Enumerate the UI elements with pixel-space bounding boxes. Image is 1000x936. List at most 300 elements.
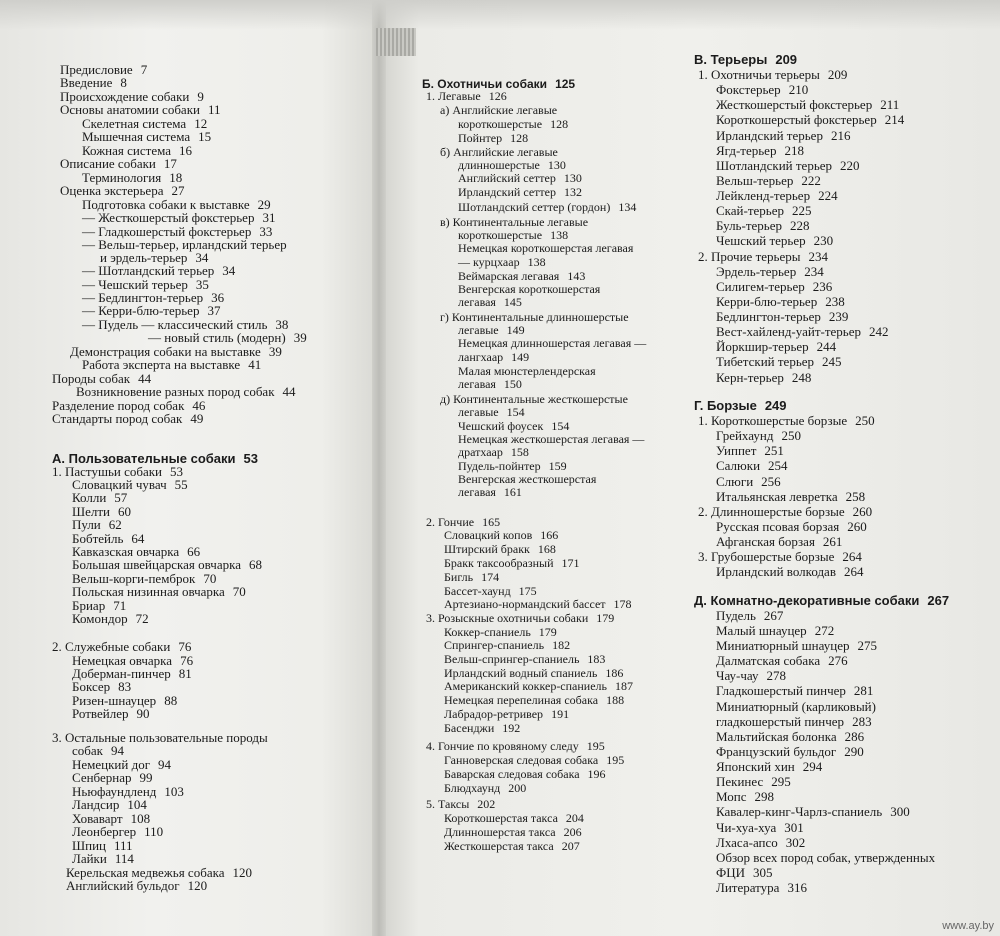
toc-entry-page-number: 34 — [195, 249, 209, 265]
toc-entry-page-number: 191 — [551, 707, 570, 722]
toc-entry-title: 2. Гончие — [426, 514, 475, 529]
toc-entry-title: Происхождение собаки — [60, 88, 190, 104]
toc-entry-title: Породы собак — [52, 370, 131, 386]
toc-entry-title: Вельш-терьер — [716, 172, 794, 188]
toc-entry-title: 2. Прочие терьеры — [698, 248, 801, 264]
toc-entry-page-number: 29 — [257, 196, 271, 212]
toc-entry-title: Боксер — [72, 679, 111, 695]
toc-entry — [716, 233, 833, 249]
toc-entry-title: Ирландский волкодав — [716, 564, 836, 580]
toc-entry — [698, 67, 847, 83]
toc-entry-page-number: 120 — [232, 864, 252, 880]
toc-entry-title: собак — [72, 743, 103, 759]
toc-entry-title: Бракк таксообразный — [444, 555, 554, 570]
toc-entry-title: 3. Грубошерстые борзые — [698, 549, 835, 565]
toc-entry-title: Йоркшир-терьер — [716, 339, 809, 355]
toc-entry-title: ФЦИ — [716, 864, 746, 880]
toc-entry-page-number: 224 — [818, 188, 838, 204]
toc-entry — [716, 158, 860, 174]
toc-entry — [716, 653, 848, 669]
toc-entry-title: — Жесткошерстый фокстерьер — [82, 210, 255, 226]
toc-entry-title: Немецкая короткошерстая легавая — [458, 240, 634, 255]
toc-entry — [716, 474, 781, 490]
toc-entry-page-number: 250 — [781, 428, 801, 444]
toc-entry-page-number: 126 — [488, 89, 507, 104]
toc-entry-page-number: 183 — [587, 652, 606, 667]
toc-entry-page-number: 27 — [171, 183, 185, 199]
toc-entry-title: Г. Борзые — [694, 397, 757, 413]
toc-entry-title: Пудель — [716, 607, 756, 623]
toc-entry-title: — Пудель — классический стиль — [82, 316, 268, 332]
toc-entry-page-number: 154 — [551, 418, 570, 433]
toc-entry-page-number: 267 — [763, 607, 784, 623]
toc-entry-title: Пули — [72, 517, 101, 533]
toc-entry-title: Ландсир — [72, 797, 120, 813]
toc-entry-page-number: 55 — [174, 476, 188, 492]
toc-entry-title: Шпиц — [72, 837, 106, 853]
toc-entry-page-number: 46 — [192, 397, 206, 413]
toc-entry-title: Литература — [716, 880, 780, 895]
toc-entry-title: Бобтейль — [72, 530, 124, 546]
toc-entry-page-number: 305 — [753, 864, 773, 880]
toc-entry-title: Короткошерстая такса — [444, 811, 558, 826]
toc-entry-page-number: 302 — [785, 834, 806, 850]
toc-entry-page-number: 90 — [136, 706, 150, 722]
toc-entry-title: Ньюфаундленд — [72, 783, 157, 799]
toc-entry-title: Лейкленд-терьер — [716, 188, 811, 204]
toc-entry-title: Немецкая длинношерстая легавая — — [458, 335, 647, 350]
toc-entry — [716, 354, 842, 370]
toc-entry-title: Шотландский сеттер (гордон) — [458, 199, 611, 214]
toc-entry-page-number: 76 — [180, 652, 194, 668]
toc-entry-title: Вельш-корги-пемброк — [72, 570, 196, 586]
toc-entry-page-number: 134 — [618, 199, 637, 214]
toc-entry — [444, 720, 520, 736]
toc-entry-title: Далматская собака — [716, 653, 821, 669]
toc-entry-page-number: 149 — [506, 322, 525, 337]
toc-entry-page-number: 103 — [164, 783, 184, 799]
toc-entry-page-number: 238 — [825, 293, 845, 309]
toc-entry-page-number: 18 — [169, 169, 183, 185]
toc-entry-title: — Чешский терьер — [82, 276, 188, 292]
toc-entry — [72, 611, 149, 627]
toc-entry — [716, 880, 807, 896]
toc-entry-page-number: 35 — [195, 276, 209, 292]
toc-entry-title: Д. Комнатно-декоративные собаки — [694, 592, 920, 608]
toc-entry-page-number: 248 — [791, 369, 812, 385]
toc-entry-title: Американский коккер-спаниель — [444, 679, 608, 694]
toc-entry-title: Малый шнауцер — [716, 622, 807, 638]
toc-entry-title: Сенбернар — [72, 770, 132, 786]
toc-entry-title: Жесткошерстый фокстерьер — [716, 97, 873, 113]
toc-entry-page-number: 125 — [555, 77, 576, 91]
toc-entry-title: Возникновение разных пород собак — [76, 384, 275, 400]
toc-entry-title: 2. Служебные собаки — [52, 639, 171, 655]
toc-entry — [716, 82, 808, 98]
toc-entry-title: Разделение пород собак — [52, 397, 185, 413]
toc-entry-title: Венгерская жесткошерстая — [458, 471, 597, 486]
toc-entry-title: Работа эксперта на выставке — [82, 357, 241, 373]
toc-entry-title: — Вельш-терьер, ирландский терьер — [82, 236, 287, 252]
toc-entry-page-number: 242 — [868, 324, 889, 340]
toc-entry-page-number: 53 — [170, 464, 184, 480]
toc-entry-title: гладкошерстый пинчер — [716, 713, 845, 729]
toc-entry — [716, 519, 867, 535]
toc-entry-page-number: 11 — [207, 102, 221, 118]
toc-entry-title: Словацкий чувач — [72, 476, 167, 492]
toc-entry-page-number: 111 — [114, 837, 133, 853]
toc-entry-page-number: 286 — [844, 728, 865, 744]
toc-entry-title: Ирландский водный спаниель — [444, 666, 598, 681]
toc-entry — [458, 484, 522, 500]
toc-entry-page-number: 182 — [552, 638, 571, 653]
toc-entry-title: Баварская следовая собака — [444, 766, 580, 781]
toc-entry-title: Ирландский терьер — [716, 127, 823, 143]
toc-entry — [716, 489, 865, 505]
toc-entry-title: Пойнтер — [458, 131, 503, 146]
toc-entry-page-number: 108 — [130, 810, 151, 826]
toc-entry-title: Комондор — [72, 611, 128, 627]
toc-entry-title: А. Пользовательные собаки — [52, 450, 236, 466]
toc-entry-page-number: 17 — [163, 156, 177, 172]
toc-entry-page-number: 260 — [852, 503, 873, 519]
toc-entry-title: Демонстрация собаки на выставке — [70, 343, 261, 359]
toc-entry-page-number: 53 — [243, 450, 258, 466]
toc-entry-title: Терминология — [82, 169, 162, 185]
toc-entry-title: Бедлингтон-терьер — [716, 309, 821, 325]
toc-entry-title: д) Континентальные жесткошерстые — [440, 391, 628, 406]
toc-entry-page-number: 239 — [828, 309, 849, 325]
toc-entry-page-number: 57 — [114, 490, 128, 506]
toc-entry-page-number: 187 — [615, 679, 634, 694]
toc-entry-page-number: 159 — [548, 458, 567, 473]
toc-entry-title: Предисловие — [60, 62, 133, 77]
toc-entry — [716, 279, 832, 295]
toc-entry-title: короткошерстые — [458, 117, 543, 132]
toc-entry — [716, 804, 910, 820]
toc-entry — [458, 184, 582, 200]
toc-entry-title: и эрдель-терьер — [100, 249, 188, 265]
toc-entry-title: Басенджи — [444, 721, 495, 736]
toc-entry-page-number: 64 — [131, 530, 145, 546]
toc-entry — [444, 780, 526, 796]
toc-entry-page-number: 83 — [118, 679, 132, 695]
toc-entry-page-number: 128 — [550, 117, 569, 132]
toc-entry-page-number: 34 — [222, 263, 236, 279]
toc-entry-title: Словацкий копов — [444, 527, 533, 542]
toc-entry-page-number: 220 — [840, 157, 860, 173]
toc-entry-page-number: 16 — [179, 142, 192, 158]
toc-entry-page-number: 216 — [830, 127, 851, 143]
toc-entry-page-number: 200 — [508, 780, 527, 795]
toc-entry-page-number: 281 — [853, 683, 874, 699]
toc-entry-page-number: 202 — [477, 797, 496, 812]
toc-entry-page-number: 149 — [511, 349, 530, 364]
toc-entry-page-number: 195 — [606, 752, 625, 767]
toc-entry-page-number: 290 — [844, 743, 864, 759]
toc-entry — [716, 820, 804, 836]
toc-entry-page-number: 283 — [852, 713, 872, 729]
toc-entry — [716, 458, 788, 474]
toc-entry-title: г) Континентальные длинношерстые — [440, 309, 629, 324]
toc-entry — [716, 370, 811, 386]
toc-entry-title: легавая — [458, 294, 496, 309]
toc-entry-title: Лхаса-апсо — [716, 834, 778, 850]
toc-entry-page-number: 196 — [587, 766, 606, 781]
toc-entry — [716, 203, 812, 219]
toc-entry-title: Эрдель-терьер — [716, 263, 797, 279]
toc-entry-page-number: 278 — [766, 668, 787, 684]
toc-entry — [458, 294, 522, 310]
toc-entry-title: Русская псовая борзая — [716, 518, 840, 534]
toc-entry-page-number: 244 — [816, 339, 837, 355]
toc-entry-title: Гладкошерстый пинчер — [716, 683, 846, 699]
toc-entry-page-number: 249 — [764, 397, 787, 413]
toc-entry-page-number: 294 — [802, 759, 823, 774]
toc-entry — [716, 309, 848, 325]
toc-entry-page-number: 179 — [538, 624, 557, 639]
toc-entry-title: легавые — [458, 404, 499, 419]
toc-entry-page-number: 264 — [842, 549, 862, 565]
toc-entry — [698, 413, 875, 429]
toc-entry-title: Штирский бракк — [444, 541, 530, 556]
toc-entry-title: Французский бульдог — [716, 743, 837, 759]
toc-entry-page-number: 94 — [158, 756, 172, 772]
toc-entry-title: Пудель-пойнтер — [458, 458, 541, 473]
toc-entry-title: 4. Гончие по кровяному следу — [426, 738, 579, 753]
toc-entry-page-number: 276 — [828, 653, 848, 669]
toc-entry-title: Леонбергер — [72, 824, 137, 840]
toc-entry-page-number: 210 — [788, 82, 809, 98]
toc-entry-page-number: 204 — [565, 811, 584, 826]
toc-entry — [716, 294, 845, 310]
book-spine — [372, 0, 386, 936]
toc-entry-page-number: 245 — [822, 354, 842, 370]
toc-entry-title: в) Континентальные легавые — [440, 214, 589, 229]
toc-entry-page-number: 275 — [857, 638, 877, 654]
toc-entry — [716, 97, 899, 113]
top-shadow — [0, 0, 1000, 30]
toc-entry-title: короткошерстые — [458, 227, 543, 242]
toc-entry-title: Чешский фоусек — [458, 418, 544, 433]
toc-entry-page-number: 138 — [527, 254, 546, 269]
toc-entry-title: легавая — [458, 376, 496, 391]
toc-entry-title: Немецкая перепелиная собака — [444, 693, 599, 708]
toc-entry-title: Скелетная система — [82, 115, 187, 131]
toc-entry-title: дратхаар — [458, 444, 503, 459]
toc-entry-title: Доберман-пинчер — [72, 666, 171, 681]
toc-entry-page-number: 44 — [138, 370, 152, 386]
toc-entry-page-number: 272 — [814, 622, 835, 638]
toc-entry-title: — Шотландский терьер — [82, 263, 215, 279]
toc-entry-page-number: 138 — [550, 227, 569, 242]
toc-entry-page-number: 8 — [120, 75, 127, 91]
toc-entry-page-number: 62 — [108, 517, 122, 533]
toc-entry-title: Малая мюнстерлендерская — [458, 363, 596, 378]
toc-entry-page-number: 114 — [114, 851, 134, 867]
toc-entry-page-number: 179 — [596, 610, 615, 625]
toc-entry — [694, 52, 797, 68]
toc-entry-page-number: 143 — [567, 268, 586, 283]
toc-entry-title: В. Терьеры — [694, 52, 768, 67]
toc-entry-title: Венгерская короткошерстая — [458, 281, 601, 296]
toc-entry — [716, 623, 834, 639]
toc-entry-page-number: 99 — [139, 770, 153, 786]
toc-entry-title: — Бедлингтон-терьер — [82, 289, 204, 305]
toc-entry-title: Блюдхаунд — [444, 780, 501, 795]
toc-entry-page-number: 316 — [787, 880, 807, 895]
toc-entry-page-number: 44 — [282, 384, 296, 400]
toc-entry-title: — курцхаар — [458, 254, 520, 269]
toc-entry-page-number: 188 — [606, 693, 625, 708]
toc-entry-title: Описание собаки — [60, 156, 156, 172]
toc-entry-title: Оценка экстерьера — [60, 183, 164, 199]
toc-entry-title: 3. Розыскные охотничьи собаки — [426, 610, 589, 625]
toc-entry-page-number: 267 — [927, 592, 950, 608]
toc-entry — [458, 199, 636, 215]
toc-entry-title: Бриар — [72, 597, 106, 613]
toc-entry — [716, 324, 888, 340]
toc-entry-title: Ягд-терьер — [716, 142, 777, 158]
toc-entry-title: Бигль — [444, 569, 474, 584]
toc-entry-title: Грейхаунд — [716, 428, 774, 444]
toc-entry-title: легавые — [458, 322, 499, 337]
toc-entry-page-number: 301 — [784, 819, 804, 835]
toc-entry-page-number: 66 — [187, 544, 201, 560]
toc-entry — [716, 714, 872, 730]
toc-entry-title: Керн-терьер — [716, 369, 784, 385]
toc-entry — [716, 759, 822, 775]
toc-entry — [716, 865, 773, 881]
toc-entry-page-number: 165 — [482, 514, 501, 529]
toc-entry-page-number: 236 — [812, 278, 833, 294]
toc-entry-title: Кавалер-кинг-Чарлз-спаниель — [716, 804, 883, 820]
toc-entry-page-number: 132 — [563, 185, 582, 200]
toc-entry-title: Немецкая жесткошерстая легавая — — [458, 431, 645, 446]
toc-entry-page-number: 295 — [771, 774, 791, 790]
toc-entry-title: Ротвейлер — [72, 706, 129, 722]
toc-entry-page-number: 71 — [113, 597, 127, 613]
toc-entry — [716, 218, 809, 234]
toc-entry-title: Силигем-терьер — [716, 278, 805, 294]
toc-entry-title: Тибетский терьер — [716, 354, 815, 370]
toc-entry — [458, 376, 522, 392]
toc-entry — [698, 504, 872, 520]
toc-entry-title: Вест-хайленд-уайт-терьер — [716, 324, 861, 340]
toc-entry-title: Миниатюрный шнауцер — [716, 638, 850, 654]
toc-entry-title: Мопс — [716, 789, 747, 805]
toc-entry-title: Керельская медвежья собака — [66, 864, 225, 880]
toc-entry-title: Афганская борзая — [716, 534, 815, 550]
toc-entry-title: Обзор всех пород собак, утвержденных — [716, 849, 936, 865]
toc-entry — [66, 878, 207, 894]
toc-entry-title: 5. Таксы — [426, 797, 470, 812]
toc-entry-title: — Керри-блю-терьер — [82, 303, 200, 319]
toc-entry-page-number: 234 — [804, 263, 824, 279]
toc-entry-title: Введение — [60, 75, 113, 91]
toc-entry-page-number: 81 — [178, 666, 192, 681]
toc-entry-title: Спрингер-спаниель — [444, 638, 545, 653]
toc-entry — [716, 699, 876, 715]
watermark: www.ay.by — [942, 920, 994, 932]
toc-entry-title: 1. Пастушьи собаки — [52, 464, 163, 480]
toc-entry-title: Японский хин — [716, 759, 795, 774]
toc-entry — [694, 593, 949, 609]
toc-entry — [716, 112, 904, 128]
toc-entry-page-number: 218 — [784, 142, 804, 158]
toc-entry-title: — новый стиль (модерн) — [148, 330, 286, 346]
toc-entry-title: Кавказская овчарка — [72, 544, 180, 560]
toc-entry-title: — Гладкошерстый фокстерьер — [82, 223, 252, 239]
toc-entry-title: Лабрадор-ретривер — [444, 707, 544, 722]
toc-entry-page-number: 258 — [845, 488, 866, 504]
toc-entry — [716, 188, 838, 204]
toc-entry — [716, 143, 804, 159]
toc-entry — [52, 411, 203, 427]
toc-entry — [716, 128, 850, 144]
toc-entry-title: Уиппет — [716, 443, 757, 459]
toc-entry-title: Салюки — [716, 458, 761, 474]
toc-entry-title: Немецкая овчарка — [72, 652, 173, 668]
toc-entry-page-number: 254 — [768, 458, 788, 474]
toc-entry-page-number: 225 — [792, 203, 812, 219]
toc-entry-page-number: 154 — [506, 404, 525, 419]
toc-entry — [716, 729, 864, 745]
toc-entry — [716, 774, 791, 790]
toc-entry-page-number: 120 — [187, 878, 208, 893]
toc-entry-title: 1. Короткошерстые борзые — [698, 413, 848, 429]
toc-entry-page-number: 209 — [775, 52, 798, 67]
toc-entry-page-number: 211 — [880, 97, 900, 113]
toc-entry-title: Ганноверская следовая собака — [444, 752, 599, 767]
toc-entry-title: Чау-чау — [716, 668, 759, 684]
toc-entry — [698, 249, 828, 265]
toc-entry — [694, 398, 787, 414]
toc-entry-title: Большая швейцарская овчарка — [72, 557, 241, 573]
toc-entry-page-number: 186 — [605, 666, 624, 681]
toc-entry — [72, 706, 149, 722]
toc-entry-page-number: 158 — [510, 444, 529, 459]
toc-entry-title: 1. Охотничьи терьеры — [698, 67, 820, 83]
toc-entry-page-number: 251 — [764, 443, 784, 459]
toc-entry-title: б) Английские легавые — [440, 145, 558, 159]
toc-entry — [716, 339, 836, 355]
toc-entry-title: Шотландский терьер — [716, 157, 833, 173]
toc-entry-title: Артезиано-нормандский бассет — [444, 597, 606, 612]
toc-entry-title: Мышечная система — [82, 129, 191, 145]
toc-entry-page-number: 33 — [259, 223, 273, 239]
toc-entry-title: Б. Охотничьи собаки — [422, 77, 548, 91]
toc-entry-title: легавая — [458, 485, 496, 500]
toc-entry-page-number: 300 — [890, 804, 910, 820]
toc-entry — [716, 443, 784, 459]
toc-entry-title: Коккер-спаниель — [444, 624, 531, 639]
toc-entry-page-number: 161 — [503, 485, 522, 500]
toc-entry-title: Вельш-спрингер-спаниель — [444, 652, 580, 667]
toc-entry-page-number: 12 — [194, 115, 208, 131]
toc-entry-page-number: 145 — [503, 294, 522, 309]
toc-entry-page-number: 264 — [843, 564, 864, 580]
toc-entry — [716, 608, 783, 624]
toc-entry-page-number: 222 — [801, 172, 821, 188]
toc-entry-page-number: 260 — [847, 518, 867, 534]
toc-entry-title: 1. Легавые — [426, 89, 481, 104]
toc-entry-page-number: 110 — [144, 824, 164, 840]
toc-entry — [716, 534, 842, 550]
toc-entry-title: длинношерстые — [458, 158, 540, 173]
toc-entry — [716, 744, 864, 760]
toc-entry-title: Фокстерьер — [716, 82, 781, 98]
